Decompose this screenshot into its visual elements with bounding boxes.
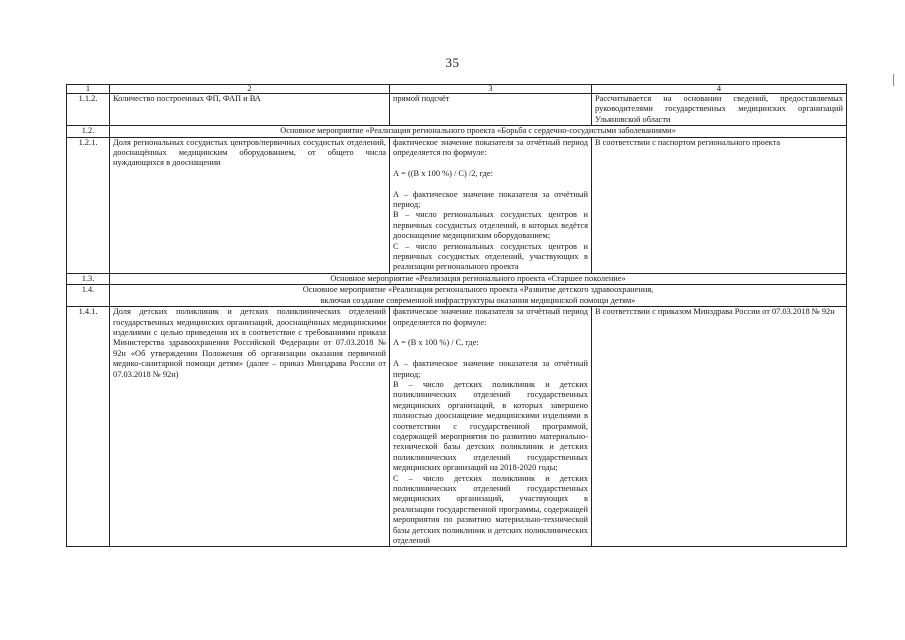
section-title	[110, 285, 847, 307]
section-title: Основное мероприятие «Реализация регионального проекта «Старшее поколение»	[110, 273, 847, 284]
section-number: 1.4.	[67, 285, 110, 307]
method-definition-b: В – число региональных сосудистых центров и первичных сосудистых отделений, в которых ведётся дооснащение медицинским оборудованием;	[393, 210, 588, 241]
calculation-method: прямой подсчёт	[390, 94, 592, 126]
method-definition-c: С – число региональных сосудистых центров и первичных сосудистых отделений, участвующих в реализации регионального проекта	[393, 241, 588, 272]
method-intro: фактическое значение показателя за отчётный период определяется по формуле:	[393, 307, 588, 327]
data-source: В соответствии с паспортом регионального проекта	[592, 137, 847, 273]
method-definition-a: А – фактическое значение показателя за отчётный период;	[393, 189, 588, 210]
page-number: 35	[445, 55, 460, 70]
method-definition-b: В – число детских поликлиник и детских поликлинических отделений государственных медицинских организаций, в которых завершено полностью дооснащение медицинскими изделиями в соответствии с государственной программой, содержащей мероприятия по развитию материально-технической базы детских поликлиник и детских поликлинических отделений государственных медицинских организаций на 2018-2020 годы;	[393, 379, 588, 473]
section-number: 1.2.	[67, 126, 110, 137]
section-title-line: включая создание современной инфраструктуры оказания медицинской помощи детям»	[320, 295, 636, 305]
row-number: 1.1.2.	[67, 94, 110, 126]
indicator-table	[66, 84, 847, 547]
row-number: 1.4.1.	[67, 307, 110, 547]
method-formula: А = ((В х 100 %) / С) /2, где:	[393, 168, 493, 178]
indicator-name: Количество построенных ФП, ФАП и ВА	[110, 94, 390, 126]
section-row	[67, 126, 847, 137]
indicator-name: Доля детских поликлиник и детских поликлинических отделений государственных медицинских организаций, дооснащённых медицинскими изделиями с целью приведения их в соответствие с требованиями приказа Министерства здравоохранения Российской Федерации от 07.03.2018 № 92н «Об утверждении Положения об организации оказания первичной медико-санитарной помощи детям» (далее – приказ Минздрава России от 07.03.2018 № 92н)	[110, 307, 390, 547]
section-number: 1.3.	[67, 273, 110, 284]
section-row	[67, 273, 847, 284]
header-cell: 4	[592, 85, 847, 94]
section-title-line: Основное мероприятие «Реализация регионального проекта «Развитие детского здравоохранения,	[302, 285, 654, 295]
method-definition-a: А – фактическое значение показателя за отчётный период;	[393, 359, 588, 379]
table-row	[67, 307, 847, 547]
calculation-method	[390, 137, 592, 273]
header-cell: 3	[390, 85, 592, 94]
method-formula: А = (В х 100 %) / С, где:	[393, 338, 479, 348]
data-source: Рассчитывается на основании сведений, предоставляемых руководителями государственных медицинских организаций Ульяновской области	[592, 94, 847, 126]
table-header-row	[67, 85, 847, 94]
table-row	[67, 94, 847, 126]
section-row	[67, 285, 847, 307]
row-number: 1.2.1.	[67, 137, 110, 273]
header-cell: 1	[67, 85, 110, 94]
indicator-name: Доля региональных сосудистых центров/первичных сосудистых отделений, дооснащённых медицинским оборудованием, от общего числа нуждающихся в дооснащении	[110, 137, 390, 273]
header-cell: 2	[110, 85, 390, 94]
table-row	[67, 137, 847, 273]
calculation-method	[390, 307, 592, 547]
scan-mark	[893, 74, 894, 86]
method-definition-c: С – число детских поликлиник и детских поликлинических отделений государственных медицинских организаций, участвующих в реализации государственной программы, содержащей мероприятия по развитию материально-технической базы детских поликлиник и детских поликлинических отделений	[393, 473, 588, 545]
method-intro: фактическое значение показателя за отчётный период определяется по формуле:	[393, 137, 588, 158]
data-source: В соответствии с приказом Минздрава России от 07.03.2018 № 92н	[592, 307, 847, 547]
section-title: Основное мероприятие «Реализация регионального проекта «Борьба с сердечно-сосудистыми заболеваниями»	[110, 126, 847, 137]
